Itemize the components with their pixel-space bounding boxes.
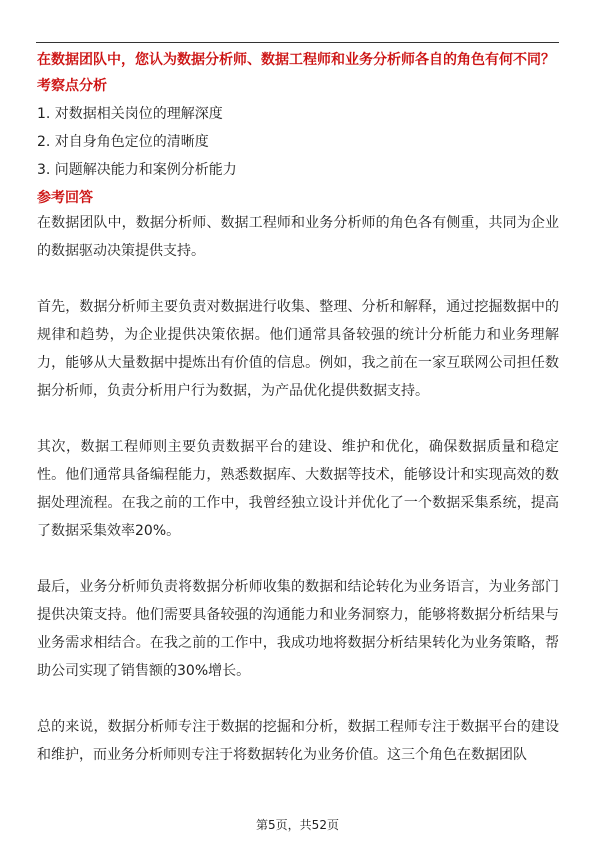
answer-paragraph-summary: 总的来说，数据分析师专注于数据的挖掘和分析，数据工程师专注于数据平台的建设和维护，而业务分析师则专注于将数据转化为业务价值。这三个角色在数据团队	[37, 719, 559, 763]
page-number: 第5页，共52页	[256, 818, 339, 832]
answer-paragraph-analyst: 首先，数据分析师主要负责对数据进行收集、整理、分析和解释，通过挖掘数据中的规律和趋势，为企业提供决策依据。他们通常具备较强的统计分析能力和业务理解力，能够从大量数据中提炼出有价值的信息。例如，我之前在一家互联网公司担任数据分析师，负责分析用户行为数据，为产品优化提供数据支持。	[37, 299, 559, 399]
answer-paragraph-business: 最后，业务分析师负责将数据分析师收集的数据和结论转化为业务语言，为业务部门提供决策支持。他们需要具备较强的沟通能力和业务洞察力，能够将数据分析结果与业务需求相结合。在我之前的工作中，我成功地将数据分析结果转化为业务策略，帮助公司实现了销售额的30%增长。	[37, 579, 559, 679]
page-content	[37, 49, 559, 769]
answer-paragraph-intro: 在数据团队中，数据分析师、数据工程师和业务分析师的角色各有侧重，共同为企业的数据驱动决策提供支持。	[37, 215, 559, 259]
analysis-item-1: 1. 对数据相关岗位的理解深度	[37, 106, 223, 122]
analysis-item-3: 3. 问题解决能力和案例分析能力	[37, 162, 237, 178]
answer-paragraph-engineer: 其次，数据工程师则主要负责数据平台的建设、维护和优化，确保数据质量和稳定性。他们通常具备编程能力，熟悉数据库、大数据等技术，能够设计和实现高效的数据处理流程。在我之前的工作中，我曾经独立设计并优化了一个数据采集系统，提高了数据采集效率20%。	[37, 439, 559, 539]
answer-heading: 参考回答	[37, 190, 93, 206]
analysis-heading: 考察点分析	[37, 78, 107, 94]
analysis-item-2: 2. 对自身角色定位的清晰度	[37, 134, 209, 150]
analysis-list	[37, 103, 559, 181]
question-title: 在数据团队中，您认为数据分析师、数据工程师和业务分析师各自的角色有何不同？	[37, 52, 555, 68]
header-rule	[36, 42, 559, 43]
